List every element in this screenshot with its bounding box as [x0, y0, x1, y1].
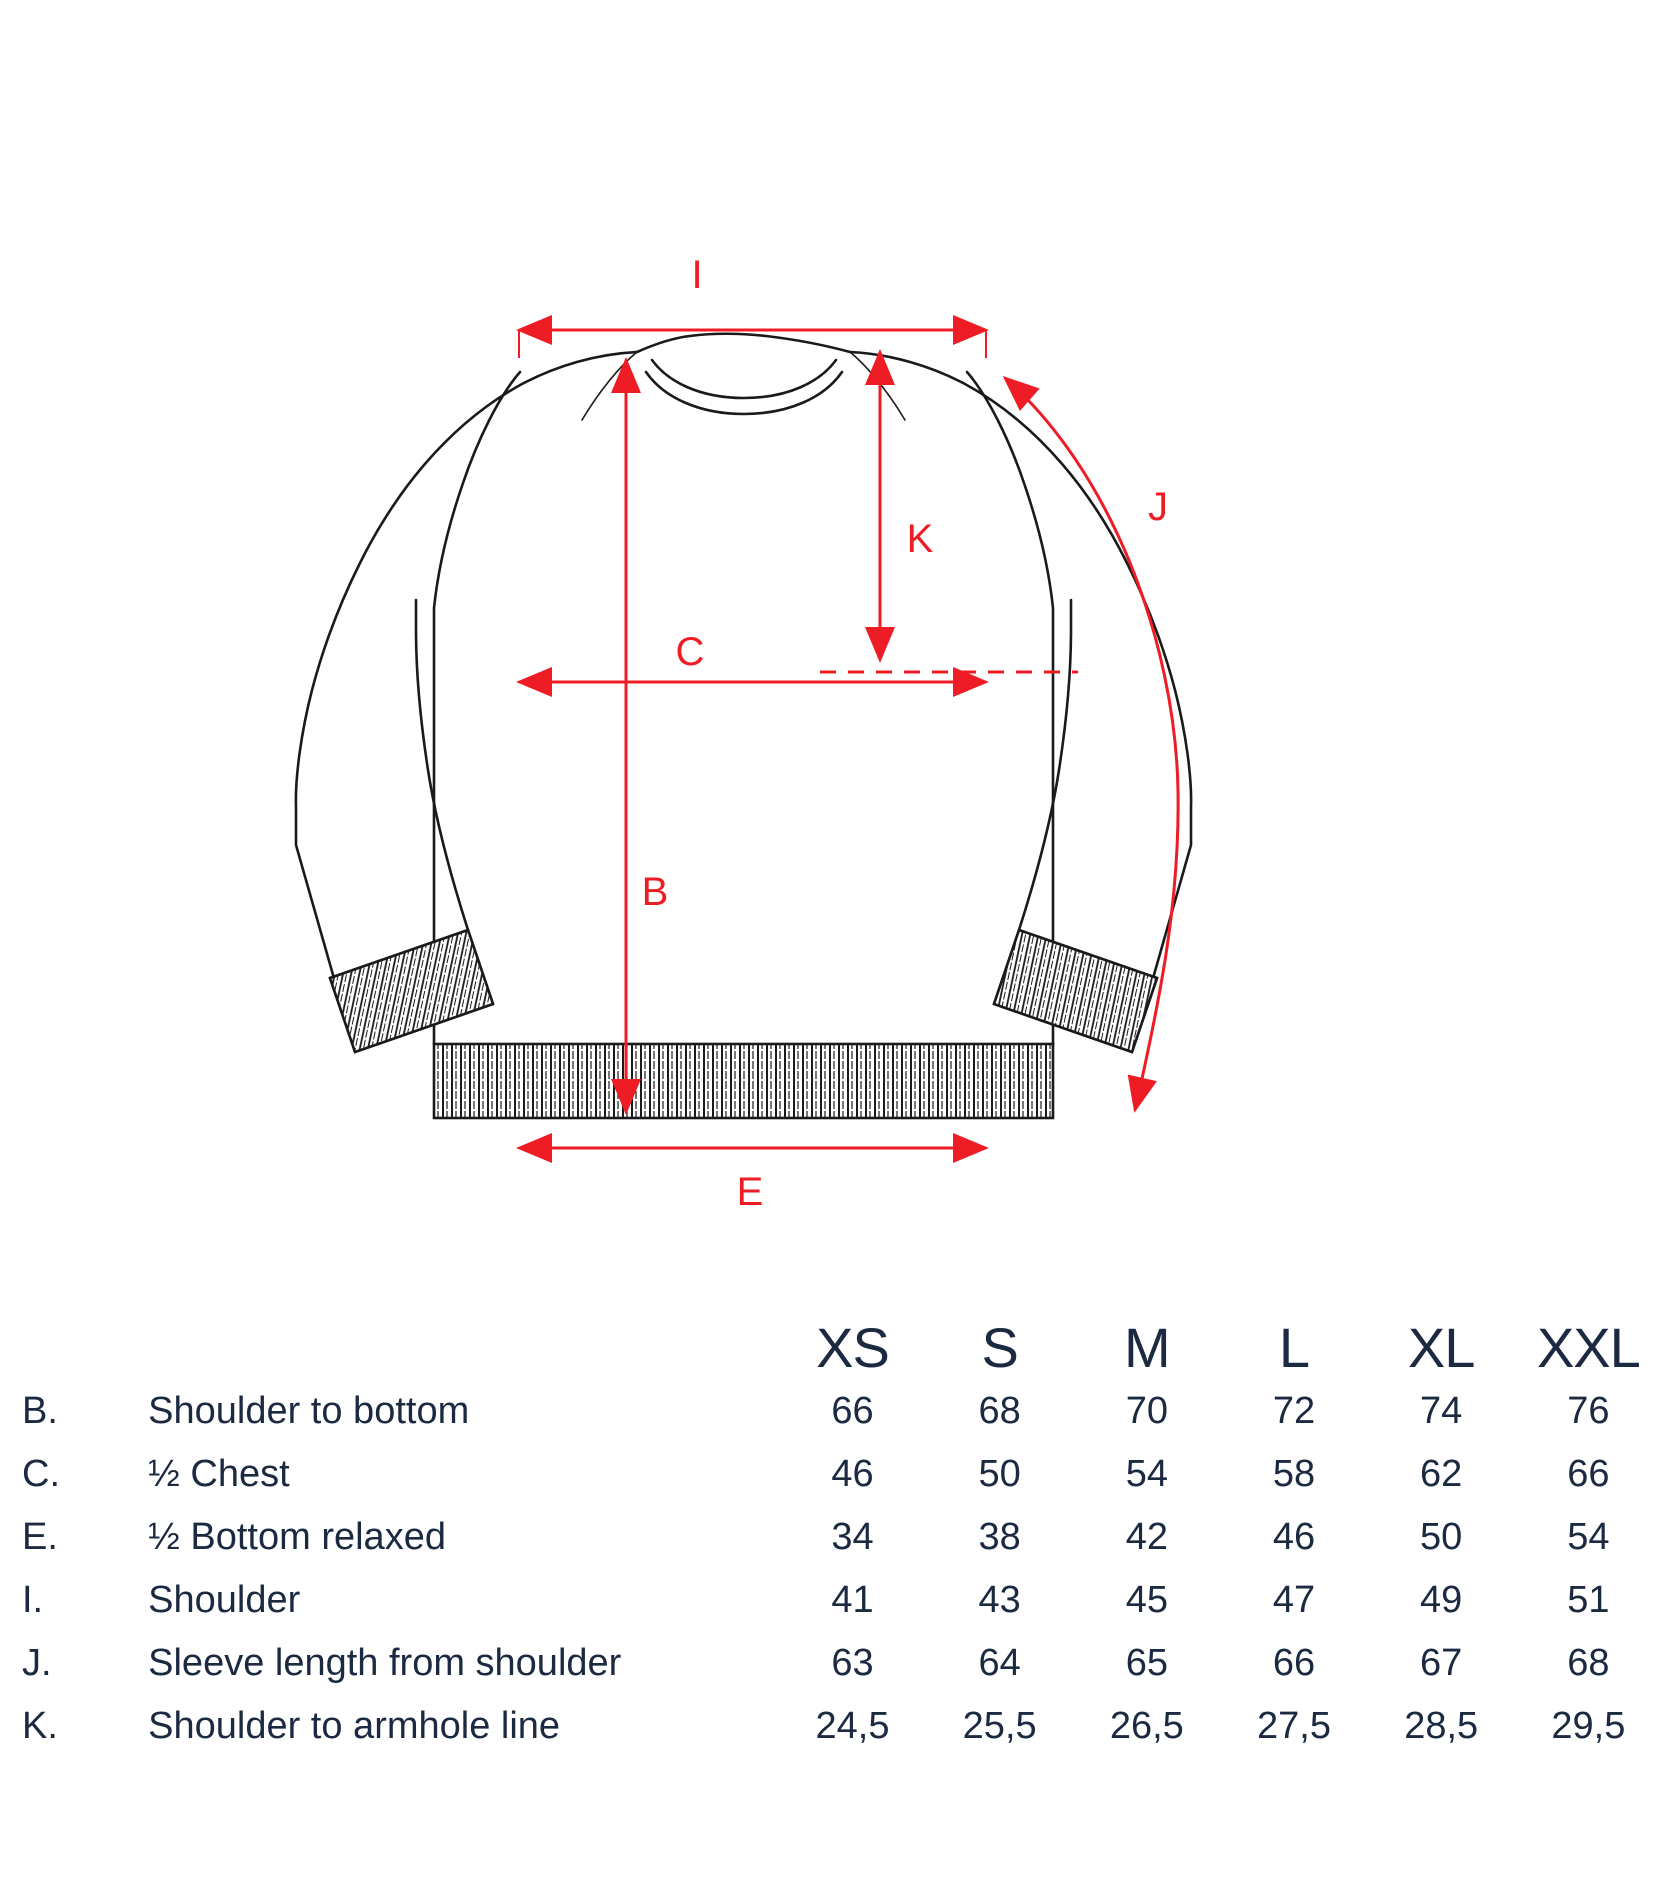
header-size-xl: XL — [1407, 1316, 1475, 1379]
row-value-xxl: 29,5 — [1551, 1705, 1626, 1747]
row-value-xs: 34 — [831, 1516, 874, 1558]
row-value-xs: 66 — [831, 1390, 874, 1432]
row-code: J. — [22, 1642, 52, 1684]
measurements-table — [22, 1280, 1662, 1758]
row-value-s: 43 — [978, 1579, 1021, 1621]
hem-ribbing — [434, 1044, 1053, 1118]
row-value-l: 58 — [1272, 1453, 1316, 1495]
row-value-l: 27,5 — [1257, 1705, 1331, 1747]
row-value-l: 66 — [1272, 1642, 1316, 1684]
row-value-xs: 46 — [831, 1453, 874, 1495]
label-I: I — [691, 253, 703, 297]
row-name: Shoulder to bottom — [148, 1390, 470, 1432]
label-B: B — [641, 870, 669, 914]
header-size-s: S — [981, 1316, 1018, 1379]
row-value-xxl: 76 — [1567, 1390, 1610, 1432]
row-value-s: 25,5 — [962, 1705, 1037, 1747]
row-value-xxl: 68 — [1567, 1642, 1610, 1684]
table-header-row — [22, 1280, 1662, 1380]
row-value-xs: 63 — [831, 1642, 874, 1684]
row-name: ½ Chest — [148, 1453, 290, 1495]
row-value-xl: 49 — [1420, 1579, 1463, 1621]
row-value-m: 54 — [1125, 1453, 1168, 1495]
row-value-xl: 74 — [1420, 1390, 1463, 1432]
row-value-m: 45 — [1125, 1579, 1168, 1621]
row-value-xxl: 54 — [1567, 1516, 1610, 1558]
row-value-s: 68 — [978, 1390, 1021, 1432]
label-K: K — [906, 517, 934, 561]
row-code: E. — [22, 1516, 58, 1558]
row-name: ½ Bottom relaxed — [148, 1516, 446, 1558]
row-value-xl: 50 — [1420, 1516, 1463, 1558]
header-size-l: L — [1278, 1316, 1310, 1379]
table-row — [22, 1380, 1662, 1443]
row-value-m: 26,5 — [1109, 1705, 1184, 1747]
row-value-m: 42 — [1125, 1516, 1168, 1558]
row-value-xl: 28,5 — [1404, 1705, 1479, 1747]
right-cuff-ribbing — [994, 930, 1157, 1052]
row-value-xxl: 51 — [1567, 1579, 1610, 1621]
row-code: I. — [22, 1579, 44, 1621]
row-value-m: 70 — [1125, 1390, 1168, 1432]
row-code: B. — [22, 1390, 58, 1432]
label-J: J — [1148, 485, 1168, 529]
header-size-xs: XS — [816, 1316, 889, 1379]
left-cuff-ribbing — [330, 930, 493, 1052]
row-name: Shoulder to armhole line — [148, 1705, 561, 1747]
size-chart-table — [0, 1280, 1677, 1758]
row-value-l: 72 — [1272, 1390, 1316, 1432]
row-name: Shoulder — [148, 1579, 301, 1621]
table-row — [22, 1695, 1662, 1758]
row-code: C. — [22, 1453, 60, 1495]
table-row — [22, 1506, 1662, 1569]
table-row — [22, 1632, 1662, 1695]
table-row — [22, 1569, 1662, 1632]
row-value-xl: 62 — [1420, 1453, 1463, 1495]
header-size-m: M — [1124, 1316, 1170, 1379]
row-value-s: 64 — [978, 1642, 1021, 1684]
row-value-l: 46 — [1272, 1516, 1316, 1558]
table-row — [22, 1443, 1662, 1506]
row-value-m: 65 — [1125, 1642, 1168, 1684]
row-value-l: 47 — [1272, 1579, 1316, 1621]
header-code — [22, 1280, 148, 1380]
row-value-xs: 24,5 — [815, 1705, 890, 1747]
row-value-xxl: 66 — [1567, 1453, 1610, 1495]
row-value-s: 38 — [978, 1516, 1021, 1558]
header-name — [148, 1280, 779, 1380]
label-E: E — [736, 1170, 764, 1214]
label-C: C — [675, 630, 705, 674]
row-value-xl: 67 — [1420, 1642, 1463, 1684]
row-value-xs: 41 — [831, 1579, 874, 1621]
header-size-xxl: XXL — [1536, 1316, 1640, 1379]
row-code: K. — [22, 1705, 58, 1747]
row-value-s: 50 — [978, 1453, 1021, 1495]
row-name: Sleeve length from shoulder — [148, 1642, 622, 1684]
